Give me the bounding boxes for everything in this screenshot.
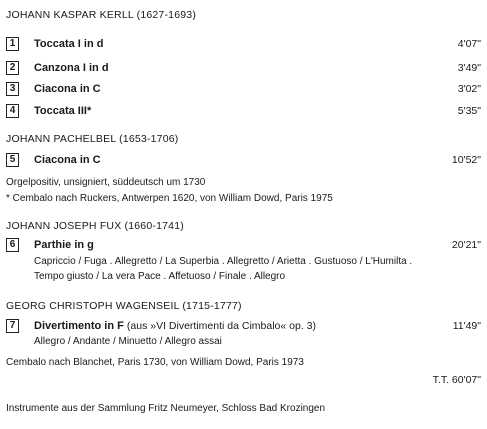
track-number: 1 [6, 37, 19, 51]
track-row [6, 319, 481, 335]
composer-heading: JOHANN JOSEPH FUX (1660-1741) [6, 220, 184, 232]
track-title-main: Divertimento in F [34, 320, 124, 332]
track-title: Ciacona in C [34, 83, 101, 95]
movement-list: Tempo giusto / La vera Pace . Affetuoso / Finale . Allegro [34, 271, 286, 282]
footer-note: Instrumente aus der Sammlung Fritz Neumeyer, Schloss Bad Krozingen [6, 403, 326, 414]
track-duration: 5'35" [457, 105, 481, 117]
track-title: Canzona I in d [34, 62, 109, 74]
track-duration: 3'49" [457, 62, 481, 74]
track-duration: 20'21" [451, 239, 481, 251]
track-number: 7 [6, 319, 19, 333]
track-row [6, 104, 481, 120]
track-duration: 4'07" [457, 38, 481, 50]
track-row [6, 153, 481, 169]
track-number: 4 [6, 104, 19, 118]
track-duration: 10'52" [451, 154, 481, 166]
track-row [6, 238, 481, 254]
composer-heading: GEORG CHRISTOPH WAGENSEIL (1715-1777) [6, 300, 242, 312]
total-time: T.T. 60'07" [432, 374, 481, 386]
track-number: 3 [6, 82, 19, 96]
track-row [6, 37, 481, 53]
track-title: Ciacona in C [34, 154, 101, 166]
track-title [34, 320, 316, 333]
track-title: Parthie in g [34, 239, 94, 251]
track-title: Toccata I in d [34, 38, 104, 50]
track-row [6, 82, 481, 98]
instrument-note: * Cembalo nach Ruckers, Antwerpen 1620, von William Dowd, Paris 1975 [6, 193, 333, 204]
track-number: 2 [6, 61, 19, 75]
track-number: 5 [6, 153, 19, 167]
composer-heading: JOHANN PACHELBEL (1653-1706) [6, 133, 179, 145]
track-subtitle: (aus »VI Divertimenti da Cimbalo« op. 3) [126, 320, 316, 332]
composer-heading: JOHANN KASPAR KERLL (1627-1693) [6, 9, 197, 21]
track-number: 6 [6, 238, 19, 252]
movement-list: Capriccio / Fuga . Allegretto / La Superbia . Allegretto / Arietta . Gustuoso / L'Humilta . [34, 256, 413, 267]
movement-list: Allegro / Andante / Minuetto / Allegro assai [34, 336, 222, 347]
track-row [6, 61, 481, 77]
track-duration: 3'02" [457, 83, 481, 95]
track-duration: 11'49" [452, 320, 481, 332]
instrument-note: Orgelpositiv, unsigniert, süddeutsch um 1730 [6, 177, 206, 188]
track-title: Toccata III* [34, 105, 92, 117]
instrument-note: Cembalo nach Blanchet, Paris 1730, von William Dowd, Paris 1973 [6, 357, 304, 368]
